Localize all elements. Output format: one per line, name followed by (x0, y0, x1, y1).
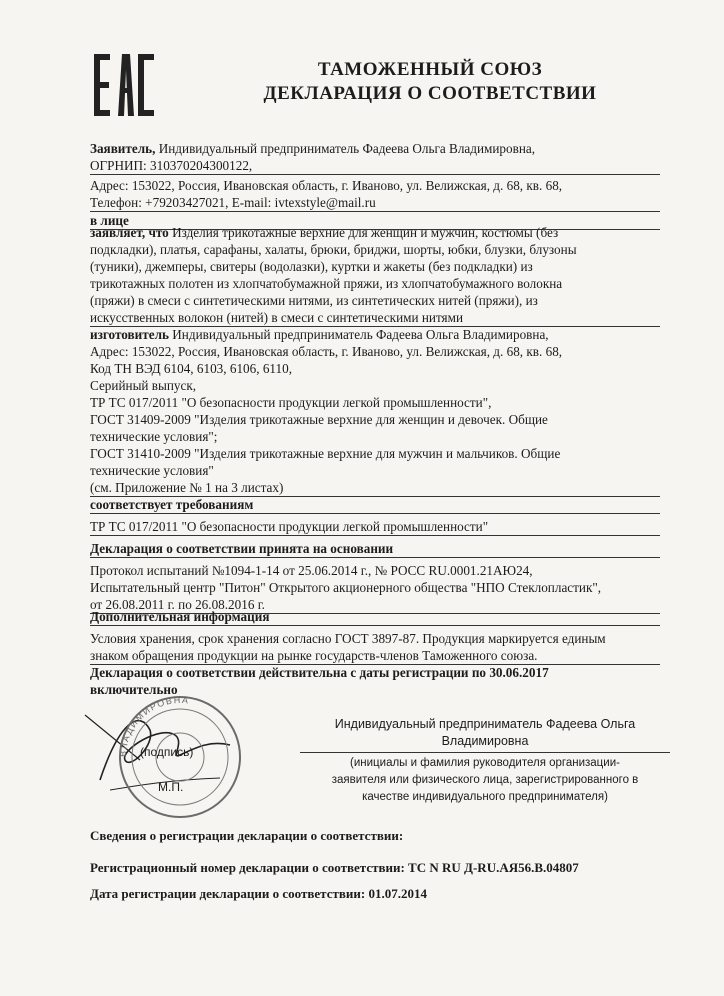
manufacturer-gost2: ГОСТ 31410-2009 "Изделия трикотажные верхние для мужчин и мальчиков. Общие (90, 446, 561, 461)
manufacturer-gost1-cont: технические условия"; (90, 429, 218, 444)
note-line: (инициалы и фамилия руководителя организации- (350, 757, 620, 769)
basis-section (90, 540, 660, 614)
note-line: заявителя или физического лица, зарегистрированного в (331, 774, 639, 786)
signatory-line: Владимировна (441, 734, 529, 748)
manufacturer-section (90, 326, 660, 497)
basis-line: Испытательный центр "Питон" Открытого акционерного общества "НПО Стеклопластик", (90, 580, 602, 595)
applicant-contacts: Телефон: +79203427021, E-mail: ivtexstyle@mail.ru (90, 194, 660, 212)
stamp-text: ВЛАДИМИРОВНА (117, 694, 191, 758)
declares-line: подкладки), платья, сарафаны, халаты, брюки, бриджи, шорты, юбки, блузки, блузоны (90, 242, 577, 257)
manufacturer-address: Адрес: 153022, Россия, Ивановская область, г. Иваново, ул. Велижская, д. 68, кв. 68, (90, 344, 563, 359)
declares-section (90, 224, 660, 327)
registration-heading: Сведения о регистрации декларации о соответствии: (90, 828, 404, 843)
signatory-line: Индивидуальный предприниматель Фадеева Ольга (334, 717, 636, 731)
applicant-address: Адрес: 153022, Россия, Ивановская область, г. Иваново, ул. Велижская, д. 68, кв. 68, (90, 178, 563, 193)
signatory-note (300, 752, 670, 806)
title-line-2: ДЕКЛАРАЦИЯ О СООТВЕТСТВИИ (263, 83, 597, 104)
manufacturer-gost1: ГОСТ 31409-2009 "Изделия трикотажные верхние для женщин и девочек. Общие (90, 412, 548, 427)
manufacturer-appendix: (см. Приложение № 1 на 3 листах) (90, 479, 660, 497)
declares-line: искусственных волокон (нитей) в смеси с синтетическими нитями (90, 309, 660, 327)
registration-number: Регистрационный номер декларации о соответствии: ТС N RU Д-RU.АЯ56.В.04807 (90, 860, 579, 875)
basis-line: Протокол испытаний №1094-1-14 от 25.06.2014 г., № РОСС RU.0001.21АЮ24, (90, 563, 533, 578)
manufacturer-name: Индивидуальный предприниматель Фадеева Ольга Владимировна, (172, 327, 549, 342)
applicant-name: Индивидуальный предприниматель Фадеева Ольга Владимировна, (158, 141, 536, 156)
manufacturer-tr: ТР ТС 017/2011 "О безопасности продукции легкой промышленности", (90, 395, 492, 410)
additional-line: знаком обращения продукции на рынке государств-членов Таможенного союза. (90, 647, 660, 665)
declares-line: (туники), джемперы, свитеры (водолазки), куртки и жакеты (без подкладки) из (90, 259, 533, 274)
manufacturer-gost2-cont: технические условия" (90, 463, 214, 478)
validity-line-end: включительно (90, 682, 178, 697)
requirements-section (90, 496, 660, 536)
basis-label: Декларация о соответствии принята на основании (90, 540, 660, 558)
requirements-label: соответствует требованиям (90, 496, 660, 514)
applicant-ogrnip: ОГРНИП: 310370204300122, (90, 157, 660, 175)
declares-line: (пряжи) в смеси с синтетическими нитями, из синтетических нитей (пряжи), из (90, 293, 538, 308)
in-person-label: в лице (90, 212, 660, 230)
signatory-name (300, 716, 670, 750)
note-line: качестве индивидуального предпринимателя) (362, 791, 608, 803)
manufacturer-codes: Код ТН ВЭД 6104, 6103, 6106, 6110, (90, 361, 293, 376)
applicant-label: Заявитель, (90, 141, 156, 156)
manufacturer-label: изготовитель (90, 327, 169, 342)
manufacturer-serial: Серийный выпуск, (90, 378, 197, 393)
applicant-section (90, 140, 660, 230)
validity-line: Декларация о соответствии действительна с даты регистрации по 30.06.2017 (90, 665, 549, 680)
additional-line: Условия хранения, срок хранения согласно ГОСТ 3897-87. Продукция маркируется единым (90, 631, 606, 646)
title-line-1: ТАМОЖЕННЫЙ СОЮЗ (317, 59, 543, 80)
declares-line: трикотажных полотен из хлопчатобумажной пряжи, из хлопчатобумажного волокна (90, 276, 563, 291)
basis-line: от 26.08.2011 г. по 26.08.2016 г. (90, 596, 660, 614)
additional-label: Дополнительная информация (90, 608, 660, 626)
declares-label: заявляет, что (90, 225, 169, 240)
stamp-place-label: М.П. (158, 780, 184, 794)
requirements-value: ТР ТС 017/2011 "О безопасности продукции легкой промышленности" (90, 518, 660, 536)
document-title (220, 58, 640, 106)
signature-label: (подпись) (140, 745, 194, 759)
registration-date: Дата регистрации декларации о соответствии: 01.07.2014 (90, 886, 427, 901)
declares-line: Изделия трикотажные верхние для женщин и мужчин, костюмы (без (172, 225, 559, 240)
eac-logo (92, 50, 156, 120)
additional-section (90, 608, 660, 665)
